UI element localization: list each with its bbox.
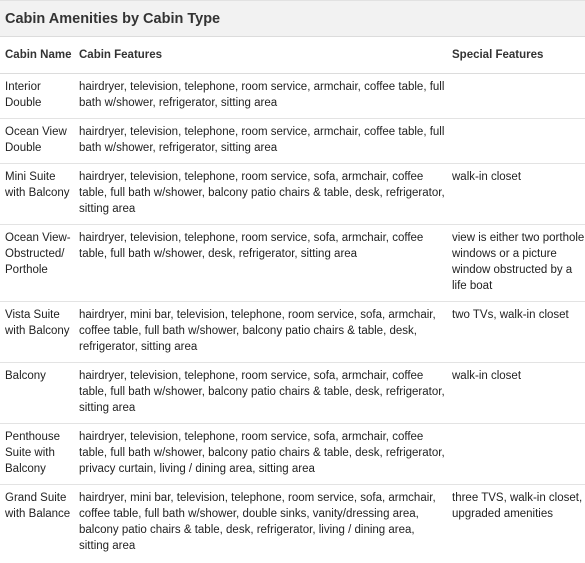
special-features: three TVS, walk-in closet, upgraded amenities: [452, 492, 583, 520]
cabin-features: hairdryer, television, telephone, room service, sofa, armchair, coffee table, full bath w/shower, desk, refrigerator, sitting area: [79, 232, 424, 260]
cabin-features: hairdryer, television, telephone, room service, armchair, coffee table, full bath w/shower, refrigerator, sitting area: [79, 81, 445, 109]
table-row: [0, 119, 585, 164]
table-title: Cabin Amenities by Cabin Type: [0, 0, 585, 37]
table-row: [0, 74, 585, 119]
special-features: view is either two porthole windows or a picture window obstructed by a life boat: [452, 232, 585, 292]
cabin-features: hairdryer, mini bar, television, telephone, room service, sofa, armchair, coffee table, full bath w/shower, double sinks, vanity/dressing area, balcony patio chairs & table, desk, refrigerator, living / dining area, sitting area: [79, 492, 436, 552]
cabin-features: hairdryer, mini bar, television, telephone, room service, sofa, armchair, coffee table, full bath w/shower, balcony patio chairs & table, desk, refrigerator, sitting area: [79, 309, 436, 353]
special-features: walk-in closet: [452, 171, 522, 183]
cabin-name: Ocean View-Obstructed/ Porthole: [5, 232, 71, 276]
cabin-name: Interior Double: [5, 81, 42, 109]
table-row: [0, 164, 585, 225]
cabin-name: Grand Suite with Balance: [5, 492, 71, 520]
cabin-features: hairdryer, television, telephone, room service, sofa, armchair, coffee table, full bath w/shower, balcony patio chairs & table, desk, refrigerator, sitting area: [79, 370, 445, 414]
table-row: [0, 225, 585, 302]
cabin-name: Ocean View Double: [5, 126, 67, 154]
header-special-features: Special Features: [452, 49, 544, 61]
header-row: [0, 37, 585, 74]
cabin-features: hairdryer, television, telephone, room service, sofa, armchair, coffee table, full bath w/shower, balcony patio chairs & table, desk, refrigerator, sitting area: [79, 171, 445, 215]
table-row: [0, 363, 585, 424]
header-cabin-name: Cabin Name: [5, 49, 72, 61]
special-features: [447, 74, 585, 119]
cabin-name: Balcony: [5, 370, 46, 382]
cabin-name: Vista Suite with Balcony: [5, 309, 70, 337]
amenities-table: [0, 37, 585, 561]
table-row: [0, 302, 585, 363]
special-features: walk-in closet: [452, 370, 522, 382]
special-features: two TVs, walk-in closet: [452, 309, 569, 321]
special-features: [447, 119, 585, 164]
special-features: [447, 424, 585, 485]
cabin-name: Mini Suite with Balcony: [5, 171, 70, 199]
cabin-name: Penthouse Suite with Balcony: [5, 431, 60, 475]
table-row: [0, 424, 585, 485]
cabin-features: hairdryer, television, telephone, room service, armchair, coffee table, full bath w/shower, refrigerator, sitting area: [79, 126, 445, 154]
cabin-features: hairdryer, television, telephone, room service, sofa, armchair, coffee table, full bath w/shower, balcony patio chairs & table, desk, refrigerator, privacy curtain, living / dining area, sitting area: [79, 431, 445, 475]
table-row: [0, 485, 585, 562]
header-cabin-features: Cabin Features: [79, 49, 163, 61]
